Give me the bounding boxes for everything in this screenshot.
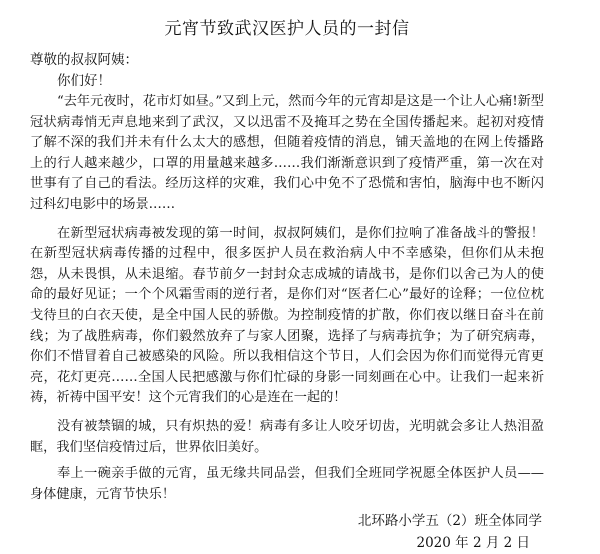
letter-paragraph: “去年元夜时，花市灯如昼。”又到上元，然而今年的元宵却是这是一个让人心痛!新型冠状病毒悄无声息地来到了武汉，又以迅雷不及掩耳之势在全国传播起来。起初对疫情了解不深的我们并未有什么太大的感想，但随着疫情的消息，铺天盖地的在网上传播路上的行人越来越少，口罩的用量越来越多……我们渐渐意识到了疫情严重，第一次在对世事有了自己的看法。经历这样的灾难，我们心中免不了恐慌和害怕，脑海中也不断闪过科幻电影中的场景…… xyxy=(30,94,544,212)
letter-paragraph: 没有被禁锢的城，只有炽热的爱！病毒有多让人咬牙切齿，光明就会多让人热泪盈眶，我们坚信疫情过后，世界依旧美好。 xyxy=(30,418,544,455)
letter-paragraph: 在新型冠状病毒被发现的第一时间，叔叔阿姨们，是你们拉响了准备战斗的警报！在新型冠状病毒传播的过程中，很多医护人员在救治病人中不幸感染，但你们从未抱怨，从未畏惧，从未退缩。春节前夕一封封众志成城的请战书，是你们以舍己为人的使命的最好见证；一个个风霜雪雨的逆行者，是你们对“医者仁心”最好的诠释；一位位枕戈待旦的白衣天使，是全中国人民的骄傲。为控制疫情的扩散，你们夜以继日奋斗在前线；为了战胜病毒，你们毅然放弃了与家人团聚，选择了与病毒抗争；为了研究病毒，你们不惜冒着自己被感染的风险。所以我相信这个节日，人们会因为你们而觉得元宵更亮，花灯更亮……全国人民把感激与你们忙碌的身影一同刻画在心中。让我们一起来祈祷，祈祷中国平安！这个元宵我们的心是连在一起的！ xyxy=(30,225,544,406)
letter-greeting: 你们好！ xyxy=(57,73,111,89)
letter-salutation: 尊敬的叔叔阿姨： xyxy=(30,52,138,68)
letter-title: 元宵节致武汉医护人员的一封信 xyxy=(164,19,410,39)
letter-paragraph: 奉上一碗亲手做的元宵，虽无缘共同品尝，但我们全班同学祝愿全体医护人员——身体健康，元宵节快乐！ xyxy=(30,466,544,502)
letter-date: 2020 年 2 月 2 日 xyxy=(416,535,530,552)
letter-signature: 北环路小学五（2）班全体同学 xyxy=(357,513,542,530)
